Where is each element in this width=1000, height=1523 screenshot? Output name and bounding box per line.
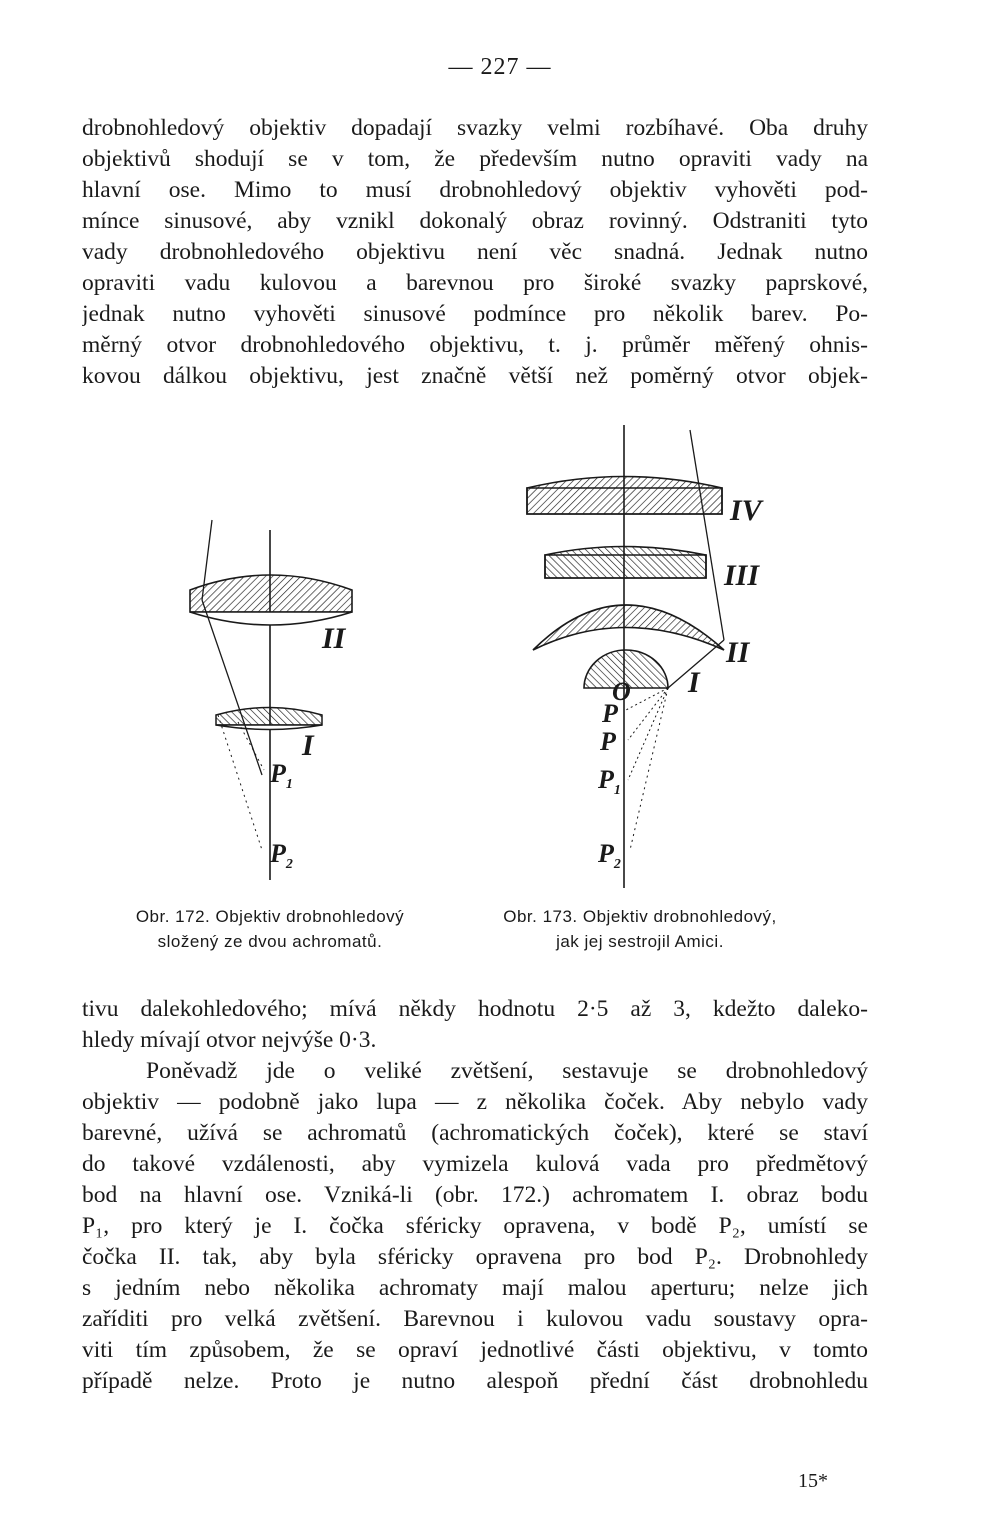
label-p: P [602, 699, 618, 728]
text-line: barevné, užívá se achromatů (achromatických čoček), které se staví [82, 1120, 868, 1146]
signature-mark: 15* [798, 1470, 828, 1492]
label-p1: $P_1$ [270, 759, 293, 792]
text-line: mínce sinusové, aby vznikl dokonalý obraz rovinný. Odstraniti tyto [82, 208, 868, 234]
label-lens-iii: III [724, 559, 760, 592]
label-lens-i: I [688, 666, 700, 699]
text-line: Poněvadž jde o veliké zvětšení, sestavuje se drobnohledový [146, 1058, 868, 1084]
text-line: objektivů shodují se v tom, že především nutno opraviti vady na [82, 146, 868, 172]
text-line: s jedním nebo několika achromaty mají malou aperturu; nelze jich [82, 1275, 868, 1301]
caption-line: Obr. 172. Objektiv drobnohledový [135, 907, 405, 926]
lens-iv [527, 477, 722, 515]
label-p2: $P_2$ [270, 839, 293, 872]
figure-diagrams [0, 410, 1000, 970]
lens-i [216, 708, 322, 730]
paragraph-bottom [82, 994, 868, 1397]
caption-figure-172 [100, 904, 440, 954]
ray [626, 688, 668, 710]
text-line: P₁, pro který je I. čočka sféricky opravena, v bodě P₂, umístí se [82, 1213, 868, 1239]
label-lens-iv: IV [730, 494, 762, 527]
text-line: kovou dálkou objektivu, jest značně větší než poměrný otvor objek- [82, 363, 868, 389]
text-line: drobnohledový objektiv dopadají svazky velmi rozbíhavé. Oba druhy [82, 115, 868, 141]
ray [628, 688, 668, 780]
label-o: O [612, 677, 631, 706]
text-line: do takové vzdálenosti, aby vymizela kulová vada pro předmětový [82, 1151, 868, 1177]
text-line: jednak nutno vyhověti sinusové podmínce pro několik barev. Po- [82, 301, 868, 327]
figures-area [0, 410, 1000, 970]
lens-ii-meniscus [533, 605, 724, 650]
text-line: tivu dalekohledového; mívá někdy hodnotu 2·5 až 3, kdežto daleko- [82, 996, 868, 1022]
lens-ii [190, 575, 352, 625]
text-line: měrný otvor drobnohledového objektivu, t. j. průměr měřený ohnis- [82, 332, 868, 358]
text-line: bod na hlavní ose. Vzniká-li (obr. 172.) achromatem I. obraz bodu [82, 1182, 868, 1208]
text-line: hlavní ose. Mimo to musí drobnohledový objektiv vyhověti pod- [82, 177, 868, 203]
text-line: čočka II. tak, aby byla sféricky opravena pro bod P₂. Drobnohledy [82, 1244, 868, 1270]
ray [690, 430, 724, 640]
caption-line: Obr. 173. Objektiv drobnohledový, [503, 907, 777, 926]
label-lens-ii: II [322, 622, 346, 655]
text-line: objektiv — podobně jako lupa — z několika čoček. Aby nebylo vady [82, 1089, 868, 1115]
paragraph-top [82, 113, 868, 392]
text-line: vady drobnohledového objektivu není věc snadná. Jednak nutno [82, 239, 868, 265]
text-line: opraviti vadu kulovou a barevnou pro široké svazky paprskové, [82, 270, 868, 296]
lens-iii [545, 547, 706, 579]
figure-173 [527, 425, 765, 888]
label-lens-ii: II [726, 636, 750, 669]
label-lens-i: I [302, 729, 314, 762]
text-line: hledy mívají otvor nejvýše 0·3. [82, 1027, 377, 1053]
label-p1: $P_1$ [598, 765, 621, 798]
figure-172 [190, 520, 352, 880]
caption-figure-173 [460, 904, 820, 954]
ray [628, 688, 668, 740]
label-p2: $P_2$ [598, 839, 621, 872]
page-number: — 227 — [448, 54, 552, 80]
text-line: zaříditi pro velká zvětšení. Barevnou i kulovou vadu soustavy opra- [82, 1306, 868, 1332]
text-line: případě nelze. Proto je nutno alespoň přední část drobnohledu [82, 1368, 868, 1394]
text-line: viti tím způsobem, že se opraví jednotlivé části objektivu, v tomto [82, 1337, 868, 1363]
caption-line: jak jej sestrojil Amici. [556, 932, 724, 951]
caption-line: složený ze dvou achromatů. [157, 932, 383, 951]
ray [218, 715, 262, 850]
label-p: P [600, 727, 616, 756]
